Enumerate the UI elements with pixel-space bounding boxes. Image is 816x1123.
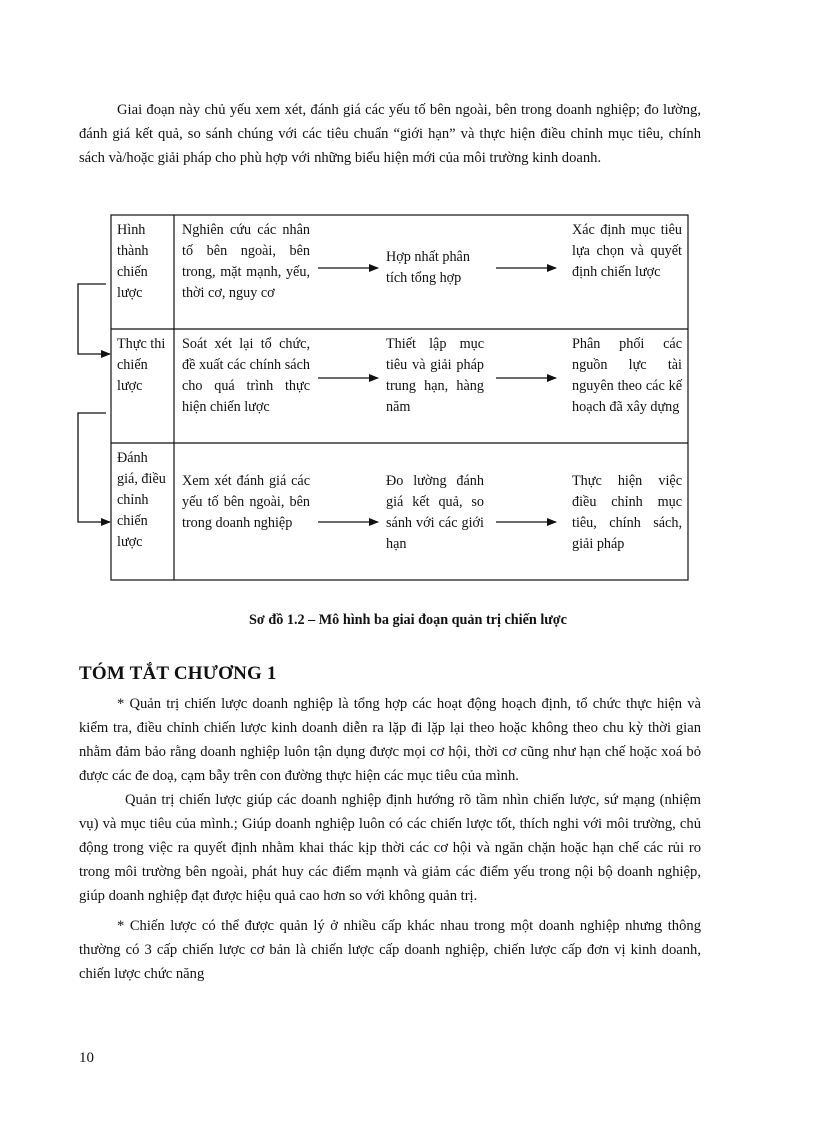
stage-3-step-3: Thực hiện việc điều chỉnh mục tiêu, chính sách, giải pháp xyxy=(572,473,682,552)
stage-connector-arrow xyxy=(78,284,110,354)
chapter-summary-heading: TÓM TẮT CHƯƠNG 1 xyxy=(79,663,277,684)
stage-1-step-1: Nghiên cứu các nhân tố bên ngoài, bên trong, mặt mạnh, yếu, thời cơ, nguy cơ xyxy=(182,222,310,301)
page-number: 10 xyxy=(79,1050,94,1066)
summary-paragraph: * Quản trị chiến lược doanh nghiệp là tổng hợp các hoạt động hoạch định, tổ chức thực hiện và kiểm tra, điều chỉnh chiến lược kinh doanh diễn ra lặp đi lặp lại theo hoặc không theo chu kỳ thời gian nhằm đảm bảo rằng doanh nghiệp luôn tận dụng được mọi cơ hội, thời cơ cũng như hạn chế hoặc xoá bỏ được các đe doạ, cạm bẫy trên con đường thực hiện các mục tiêu của mình. xyxy=(79,696,701,784)
stage-3-step-2: Đo lường đánh giá kết quả, so sánh với các giới hạn xyxy=(386,473,484,552)
intro-paragraph: Giai đoạn này chủ yếu xem xét, đánh giá các yếu tố bên ngoài, bên trong doanh nghiệp; đo lường, đánh giá kết quả, so sánh chúng với các tiêu chuẩn “giới hạn” và thực hiện điều chỉnh mục tiêu, chính sách và/hoặc giải pháp cho phù hợp với những biểu hiện mới của môi trường kinh doanh. xyxy=(79,102,701,166)
stage-connector-arrow xyxy=(78,413,110,522)
stage-2-step-2: Thiết lập mục tiêu và giải pháp trung hạn, hàng năm xyxy=(386,336,484,415)
stage-1-step-2: Hợp nhất phân tích tổng hợp xyxy=(386,249,470,286)
summary-paragraph: Quản trị chiến lược giúp các doanh nghiệp định hướng rõ tầm nhìn chiến lược, sứ mạng (nhiệm vụ) và mục tiêu của mình.; Giúp doanh nghiệp luôn có các chiến lược tốt, thích nghi với môi trường, chủ động trong việc ra quyết định nhằm khai thác kịp thời các cơ hội và ngăn chặn hoặc hạn chế các rủi ro trong môi trường bên ngoài, phát huy các điểm mạnh và giảm các điểm yếu trong nội bộ doanh nghiệp, giúp doanh nghiệp đạt được hiệu quả cao hơn so với không quản trị. xyxy=(79,792,701,904)
stage-2-label: Thực thi chiến lược xyxy=(117,336,166,394)
summary-paragraph: * Chiến lược có thể được quản lý ở nhiều cấp khác nhau trong một doanh nghiệp nhưng thông thường có 3 cấp chiến lược cơ bản là chiến lược cấp doanh nghiệp, chiến lược cấp đơn vị kinh doanh, chiến lược chức năng xyxy=(79,918,701,982)
stage-3-label: Đánh giá, điều chỉnh chiến lược xyxy=(117,450,166,550)
diagram-caption: Sơ đồ 1.2 – Mô hình ba giai đoạn quản trị chiến lược xyxy=(249,612,567,628)
stage-2-step-1: Soát xét lại tổ chức, đề xuất các chính sách cho quá trình thực hiện chiến lược xyxy=(182,336,310,415)
stage-1-step-3: Xác định mục tiêu lựa chọn và quyết định chiến lược xyxy=(572,222,682,280)
stage-1-label: Hình thành chiến lược xyxy=(117,222,149,301)
stage-2-step-3: Phân phối các nguồn lực tài nguyên theo các kế hoạch đã xây dựng xyxy=(572,336,682,415)
stage-3-step-1: Xem xét đánh giá các yếu tố bên ngoài, bên trong doanh nghiệp xyxy=(182,473,310,531)
